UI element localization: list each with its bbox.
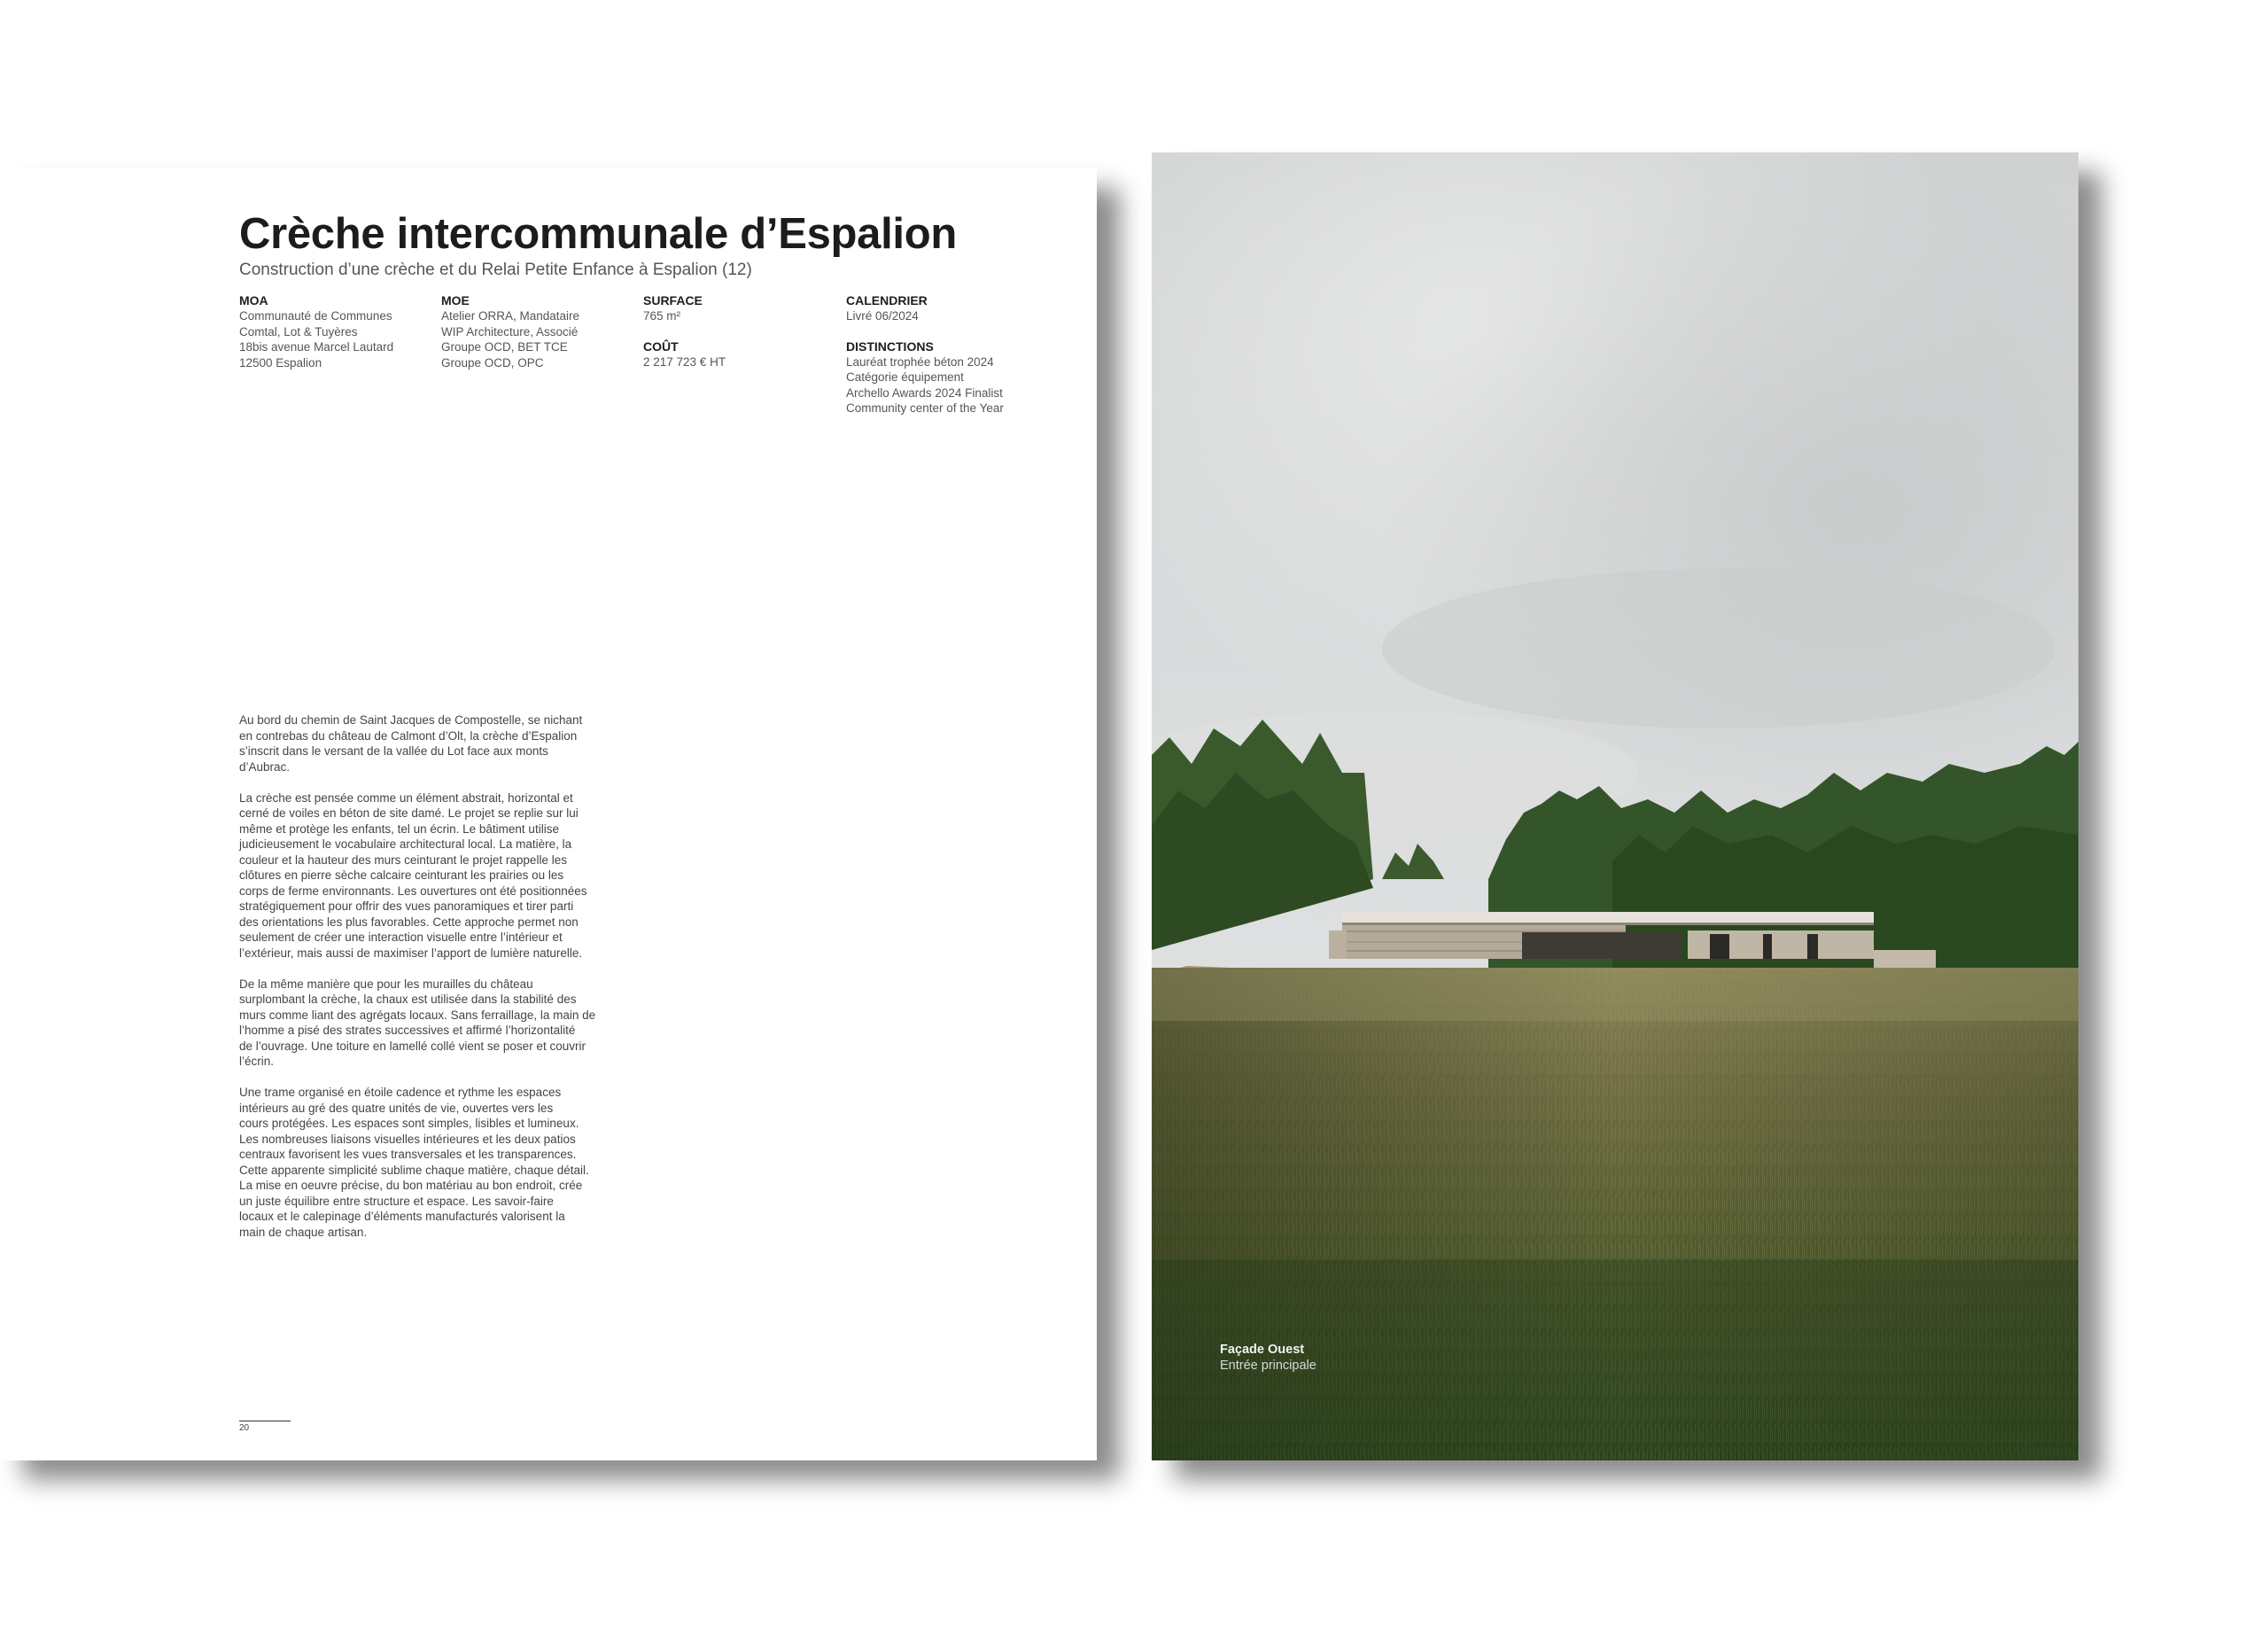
meta-line: 2 217 723 € HT [643, 354, 726, 369]
caption-title: Façade Ouest [1220, 1343, 1305, 1357]
paragraph-4 [239, 1085, 638, 1240]
page-title: Crèche intercommunale d’Espalion [239, 210, 958, 258]
page-number: 20 [239, 1423, 250, 1433]
text-line: l’écrin. [239, 1055, 275, 1068]
meta-column-calendrier-distinctions [846, 292, 1041, 431]
text-line: d’Aubrac. [239, 759, 291, 774]
text-line: Au bord du chemin de Saint Jacques de Compostelle, se nichant [239, 713, 583, 727]
meta-line: 18bis avenue Marcel Lautard [239, 340, 394, 354]
meta-line: 12500 Espalion [239, 355, 322, 370]
meta-label: DISTINCTIONS [846, 339, 934, 354]
facade-photo [1152, 152, 2078, 1460]
text-line: La crèche est pensée comme un élément abstrait, horizontal et [239, 790, 573, 805]
meta-line: Communauté de Communes [239, 309, 392, 323]
meta-column-moa [239, 292, 434, 385]
text-line: centraux favorisent les vues transversales et les transparences. [239, 1148, 577, 1161]
meta-surface [643, 292, 838, 324]
text-line: seulement de créer une interaction visuelle entre l’intérieur et [239, 931, 563, 944]
text-line: murs comme liant des agrégats locaux. Sans ferraillage, la main de [239, 1008, 596, 1022]
meta-label: SURFACE [643, 293, 703, 308]
text-line: corps de ferme environnants. Les ouvertures ont été positionnées [239, 884, 587, 898]
text-line: clôtures en pierre sèche calcaire ceinturant les prairies ou les [239, 868, 564, 882]
text-line: s’inscrit dans le versant de la vallée du Lot face aux monts [239, 744, 548, 758]
text-line: même et protège les enfants, tel un écrin. Le bâtiment utilise [239, 822, 559, 836]
text-line: un juste équilibre entre structure et espace. Les savoir-faire [239, 1194, 554, 1208]
page-subtitle: Construction d’une crèche et du Relai Petite Enfance à Espalion (12) [239, 261, 752, 279]
text-line: judicieusement le vocabulaire architectural local. La matière, la [239, 837, 572, 851]
text-line: Une trame organisé en étoile cadence et rythme les espaces [239, 1086, 562, 1099]
meta-line: Catégorie équipement [846, 370, 964, 384]
meta-line: Community center of the Year [846, 401, 1004, 415]
text-line: de l’ouvrage. Une toiture en lamellé collé vient se poser et couvrir [239, 1039, 586, 1053]
meta-label: MOA [239, 293, 268, 308]
meta-moe [441, 292, 636, 370]
meta-line: Groupe OCD, BET TCE [441, 340, 568, 354]
text-line: en contrebas du château de Calmont d’Olt, la crèche d’Espalion [239, 728, 578, 743]
text-line: cerné de voiles en béton de site damé. Le projet se replie sur lui [239, 806, 579, 820]
meta-distinctions [846, 339, 1041, 417]
meta-cout [643, 339, 838, 370]
meta-line: WIP Architecture, Associé [441, 324, 579, 339]
text-line: Cette apparente simplicité sublime chaque matière, chaque détail. [239, 1163, 589, 1177]
text-line: intérieurs au gré des quatre unités de vie, ouvertes vers les [239, 1101, 554, 1115]
text-line: De la même manière que pour les murailles du château [239, 977, 533, 991]
meta-line: 765 m² [643, 309, 681, 323]
text-line: cours protégées. Les espaces sont simples, lisibles et lumineux. [239, 1117, 579, 1130]
text-line: stratégiquement pour offrir des vues panoramiques et tirer parti [239, 899, 574, 913]
meta-line: Livré 06/2024 [846, 309, 919, 323]
meta-line: Archello Awards 2024 Finalist [846, 385, 1003, 400]
paragraph-2 [239, 790, 638, 962]
text-line: l’homme a pisé des strates successives et affirmé l’horizontalité [239, 1024, 576, 1037]
paragraph-1 [239, 712, 638, 775]
caption-subtitle: Entrée principale [1220, 1359, 1317, 1373]
meta-line: Atelier ORRA, Mandataire [441, 309, 580, 323]
meta-line: Lauréat trophée béton 2024 [846, 354, 994, 369]
meta-column-moe [441, 292, 636, 385]
meta-label: COÛT [643, 339, 679, 354]
paragraph-3 [239, 977, 638, 1070]
meta-label: MOE [441, 293, 470, 308]
meta-line: Groupe OCD, OPC [441, 355, 544, 370]
text-line: Les nombreuses liaisons visuelles intérieures et les deux patios [239, 1132, 576, 1146]
text-line: La mise en oeuvre précise, du bon matériau au bon endroit, crée [239, 1179, 583, 1192]
meta-column-surface-cout [643, 292, 838, 384]
text-line: des orientations les plus favorables. Cette approche permet non [239, 915, 579, 929]
meta-label: CALENDRIER [846, 293, 928, 308]
body-text [239, 712, 638, 1256]
meta-calendrier [846, 292, 1041, 324]
meta-moa [239, 292, 434, 370]
text-line: main de chaque artisan. [239, 1225, 368, 1239]
text-line: locaux et le calepinage d’éléments manufacturés valorisent la [239, 1210, 565, 1223]
photo-caption [1220, 1342, 1317, 1374]
text-line: surplombant la crèche, la chaux est utilisée dans la stabilité des [239, 993, 577, 1006]
text-line: couleur et la hauteur des murs ceinturant le projet rappelle les [239, 853, 567, 867]
left-page [0, 168, 1097, 1460]
right-page [1152, 152, 2078, 1460]
text-line: l’extérieur, mais aussi de maximiser l’apport de lumière naturelle. [239, 946, 583, 960]
meta-line: Comtal, Lot & Tuyères [239, 324, 358, 339]
